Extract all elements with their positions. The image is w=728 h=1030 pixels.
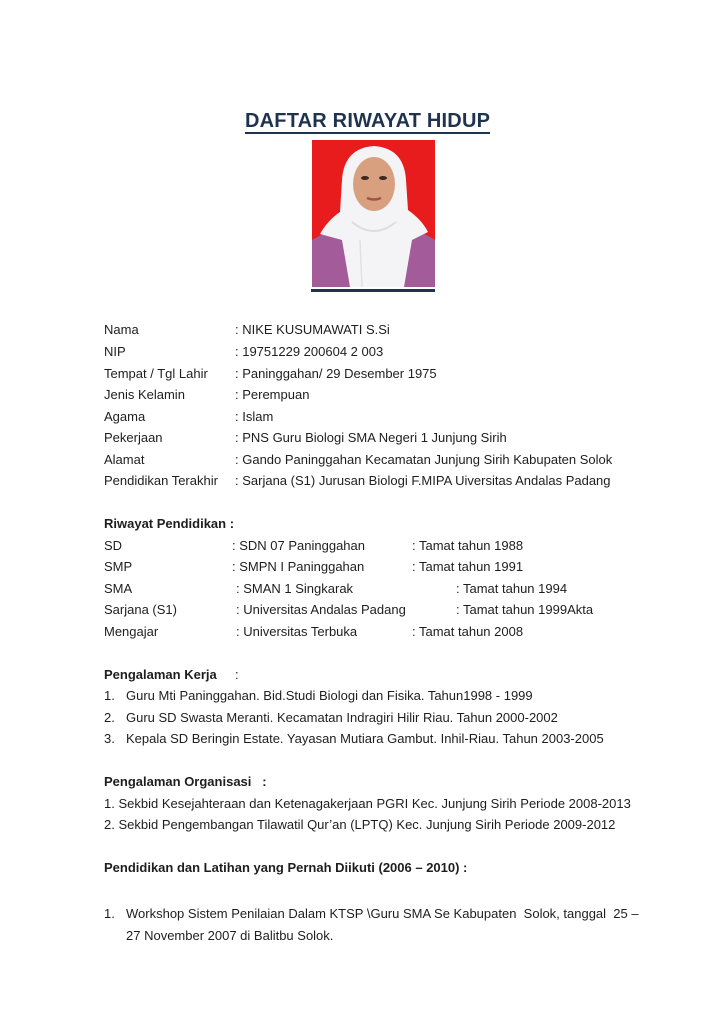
list-item-line2: 27 November 2007 di Balitbu Solok. bbox=[126, 928, 334, 943]
education-school: : Universitas Andalas Padang bbox=[236, 602, 406, 617]
education-level: Mengajar bbox=[104, 624, 159, 639]
list-number: 1. bbox=[104, 688, 115, 703]
label-jenis-kelamin: Jenis Kelamin bbox=[104, 387, 185, 402]
list-number: 2. bbox=[104, 710, 115, 725]
education-school: : SMPN I Paninggahan bbox=[232, 559, 365, 574]
list-item-line1: Workshop Sistem Penilaian Dalam KTSP \Guru SMA Se Kabupaten Solok, tanggal 25 – bbox=[126, 906, 639, 921]
education-level: Sarjana (S1) bbox=[104, 602, 177, 617]
label-nama: Nama bbox=[104, 322, 139, 337]
work-heading-colon: : bbox=[235, 667, 239, 682]
value-tempat-tgl-lahir: : Paninggahan/ 29 Desember 1975 bbox=[235, 366, 437, 381]
label-tempat-tgl-lahir: Tempat / Tgl Lahir bbox=[104, 366, 208, 381]
value-nip: : 19751229 200604 2 003 bbox=[235, 344, 384, 359]
education-year: : Tamat tahun 1991 bbox=[412, 559, 524, 574]
photo-underline bbox=[311, 289, 435, 292]
label-pekerjaan: Pekerjaan bbox=[104, 430, 163, 445]
value-nama: : NIKE KUSUMAWATI S.Si bbox=[235, 322, 390, 337]
education-level: SMP bbox=[104, 559, 133, 574]
label-alamat: Alamat bbox=[104, 452, 145, 467]
value-agama: : Islam bbox=[235, 409, 274, 424]
education-level: SD bbox=[104, 538, 123, 553]
portrait-image bbox=[312, 140, 435, 287]
value-pendidikan-terakhir: : Sarjana (S1) Jurusan Biologi F.MIPA Uiversitas Andalas Padang bbox=[235, 473, 611, 488]
label-nip: NIP bbox=[104, 344, 126, 359]
training-heading: Pendidikan dan Latihan yang Pernah Diikuti (2006 – 2010) : bbox=[104, 860, 468, 875]
education-school: : SMAN 1 Singkarak bbox=[236, 581, 354, 596]
list-item: 2. Sekbid Pengembangan Tilawatil Qur’an (LPTQ) Kec. Junjung Sirih Periode 2009-2012 bbox=[104, 817, 616, 832]
work-heading: Pengalaman Kerja bbox=[104, 667, 217, 682]
value-jenis-kelamin: : Perempuan bbox=[235, 387, 310, 402]
list-item: 1. Sekbid Kesejahteraan dan Ketenagakerjaan PGRI Kec. Junjung Sirih Periode 2008-2013 bbox=[104, 796, 631, 811]
education-year: : Tamat tahun 2008 bbox=[412, 624, 524, 639]
list-number: 1. bbox=[104, 906, 115, 921]
list-item: Kepala SD Beringin Estate. Yayasan Mutiara Gambut. Inhil-Riau. Tahun 2003-2005 bbox=[126, 731, 604, 746]
label-pendidikan-terakhir: Pendidikan Terakhir bbox=[104, 473, 218, 488]
education-school: : SDN 07 Paninggahan bbox=[232, 538, 365, 553]
list-number: 3. bbox=[104, 731, 115, 746]
education-year: : Tamat tahun 1999Akta bbox=[456, 602, 594, 617]
page-title: DAFTAR RIWAYAT HIDUP bbox=[245, 110, 491, 132]
education-year: : Tamat tahun 1988 bbox=[412, 538, 524, 553]
value-alamat: : Gando Paninggahan Kecamatan Junjung Sirih Kabupaten Solok bbox=[235, 452, 613, 467]
organization-heading: Pengalaman Organisasi : bbox=[104, 774, 267, 789]
education-school: : Universitas Terbuka bbox=[236, 624, 358, 639]
education-year: : Tamat tahun 1994 bbox=[456, 581, 568, 596]
list-item: Guru SD Swasta Meranti. Kecamatan Indragiri Hilir Riau. Tahun 2000-2002 bbox=[126, 710, 558, 725]
education-heading: Riwayat Pendidikan : bbox=[104, 516, 235, 531]
list-item: Guru Mti Paninggahan. Bid.Studi Biologi dan Fisika. Tahun1998 - 1999 bbox=[126, 688, 533, 703]
education-level: SMA bbox=[104, 581, 133, 596]
value-pekerjaan: : PNS Guru Biologi SMA Negeri 1 Junjung Sirih bbox=[235, 430, 507, 445]
label-agama: Agama bbox=[104, 409, 146, 424]
profile-photo bbox=[312, 140, 435, 287]
